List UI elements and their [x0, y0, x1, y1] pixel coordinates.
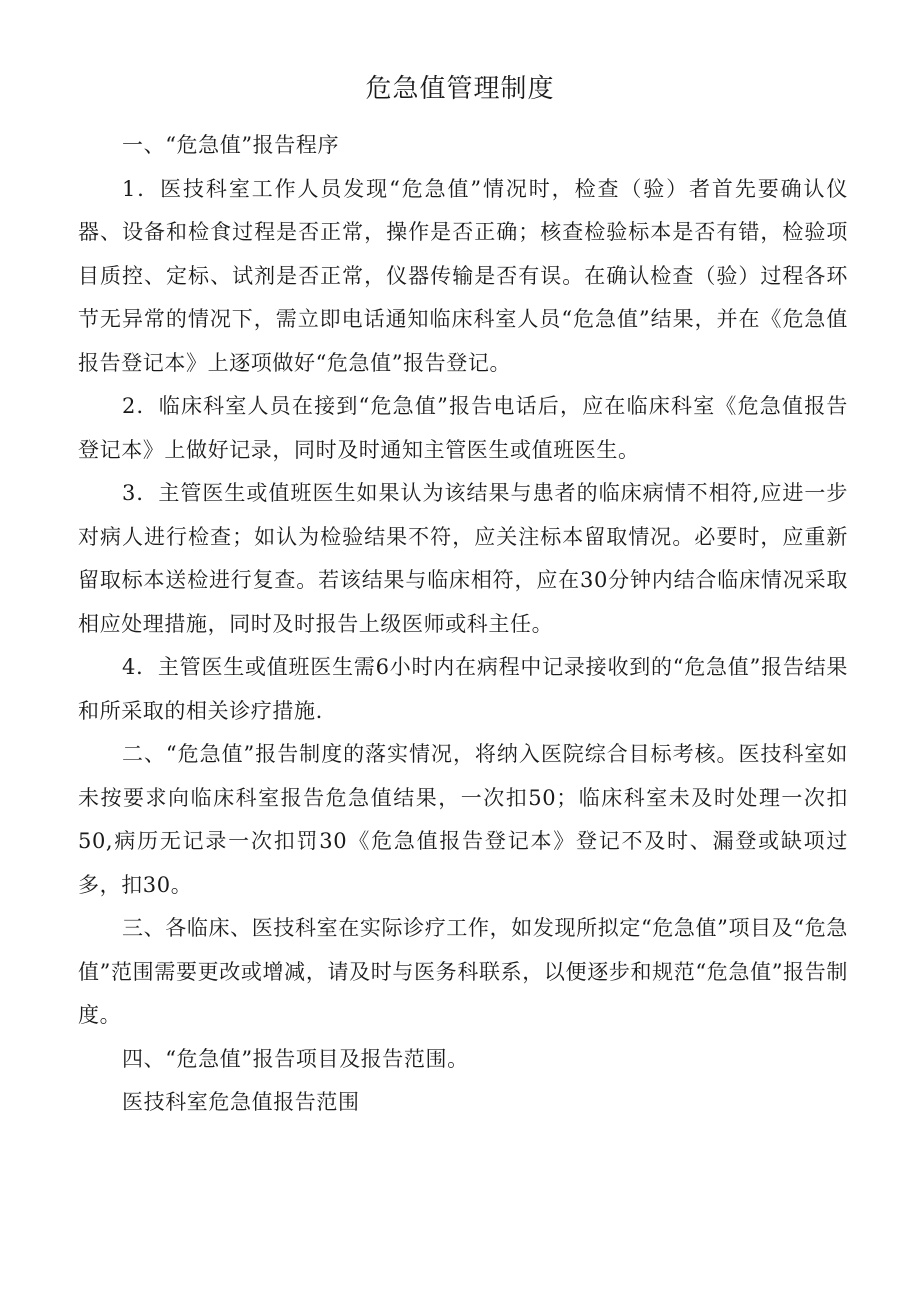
document-body: [78, 124, 848, 1125]
paragraph-section-3: 三、各临床、医技科室在实际诊疗工作，如发现所拟定“危急值”项目及“危急值”范围需要更改或增减，请及时与医务科联系，以便逐步和规范“危急值”报告制度。: [78, 916, 848, 1027]
section-heading-report-procedure: 一、“危急值”报告程序: [122, 133, 340, 157]
paragraph-section-4: 四、“危急值”报告项目及报告范围。: [122, 1046, 469, 1071]
paragraph-section-2: 二、“危急值”报告制度的落实情况，将纳入医院综合目标考核。医技科室如未按要求向临床科室报告危急值结果，一次扣50；临床科室未及时处理一次扣50,病历无记录一次扣罚30《危急值报告登记本》登记不及时、漏登或缺项过多，扣30。: [78, 742, 848, 897]
document-title: 危急值管理制度: [365, 74, 555, 104]
paragraph-item-2: 2．临床科室人员在接到“危急值”报告电话后，应在临床科室《危急值报告登记本》上做好记录，同时及时通知主管医生或值班医生。: [78, 394, 848, 462]
paragraph-item-4: 4．主管医生或值班医生需6小时内在病程中记录接收到的“危急值”报告结果和所采取的相关诊疗措施.: [78, 655, 848, 723]
paragraph-item-3: 3．主管医生或值班医生如果认为该结果与患者的临床病情不相符,应进一步对病人进行检查；如认为检验结果不符，应关注标本留取情况。必要时，应重新留取标本送检进行复查。若该结果与临床相符，应在30分钟内结合临床情况采取相应处理措施，同时及时报告上级医师或科主任。: [78, 481, 848, 636]
paragraph-report-scope: 医技科室危急值报告范围: [122, 1090, 360, 1114]
paragraph-item-1: 1．医技科室工作人员发现“危急值”情况时，检查（验）者首先要确认仪器、设备和检食过程是否正常，操作是否正确；核查检验标本是否有错，检验项目质控、定标、试剂是否正常，仪器传输是否有误。在确认检查（验）过程各环节无异常的情况下，需立即电话通知临床科室人员“危急值”结果，并在《危急值报告登记本》上逐项做好“危急值”报告登记。: [78, 176, 848, 375]
